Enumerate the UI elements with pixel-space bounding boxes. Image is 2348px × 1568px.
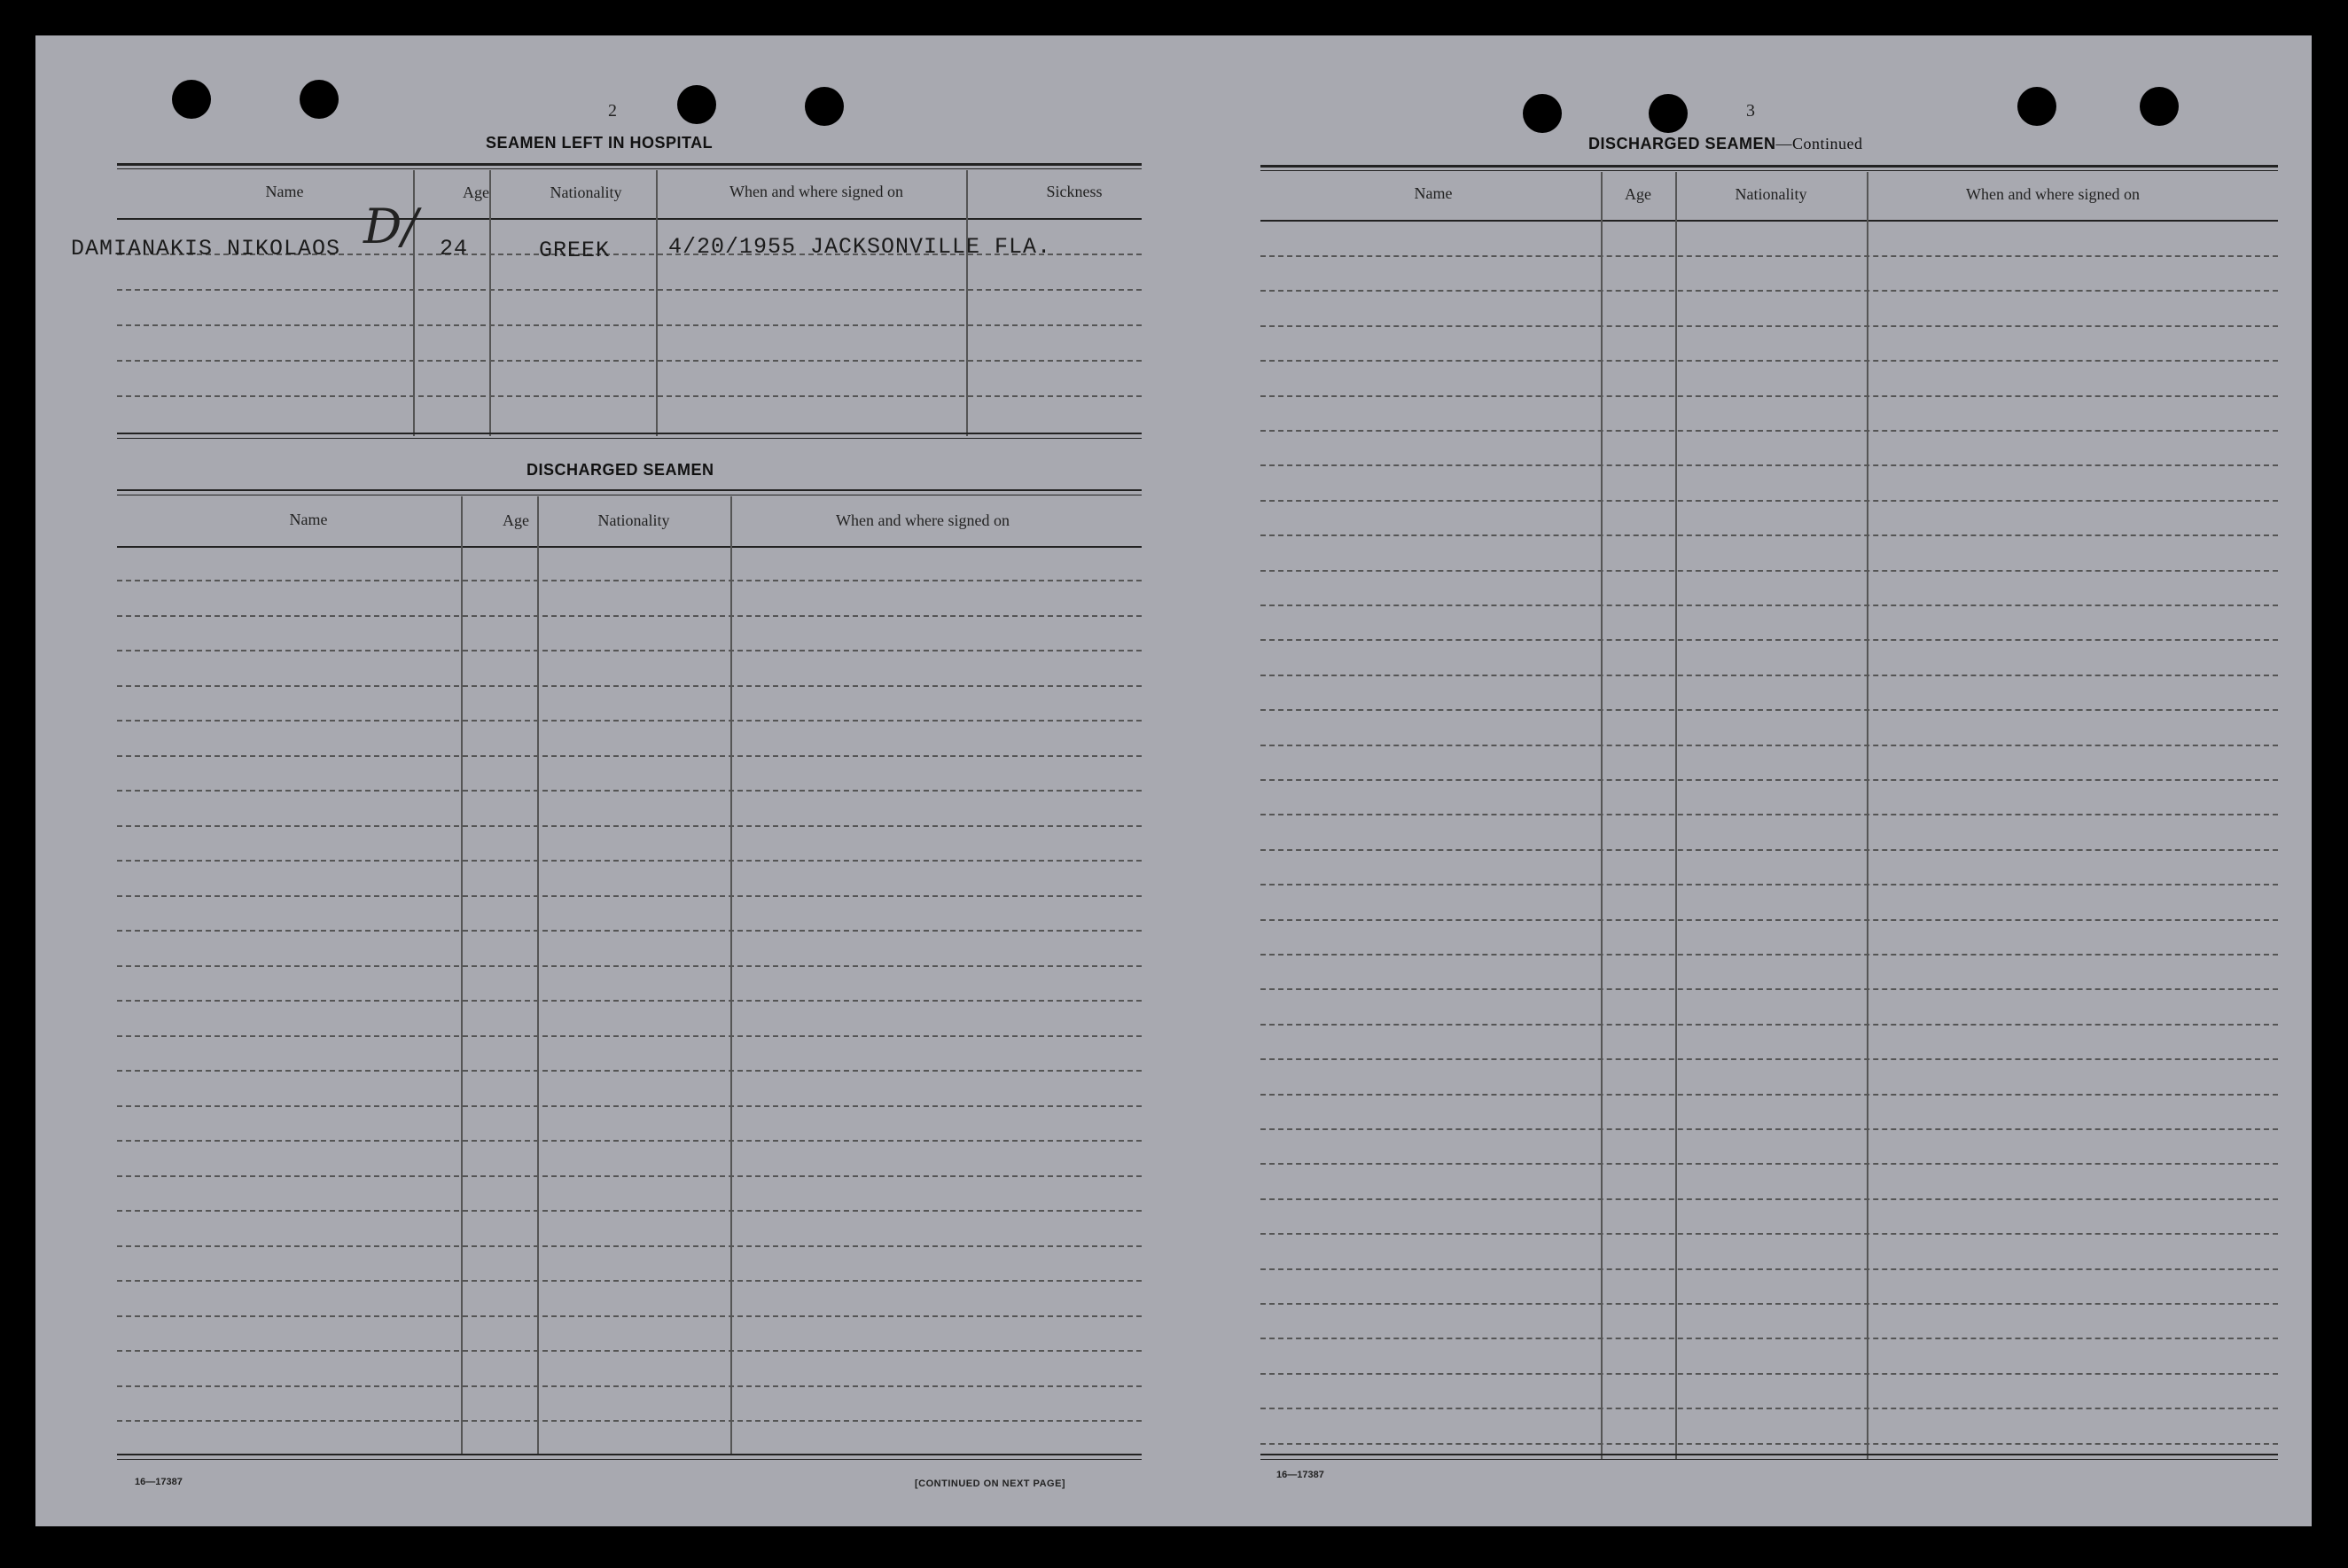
register-row-line (117, 1070, 1142, 1072)
register-row-line (117, 1000, 1142, 1002)
register-row-line (1260, 779, 2278, 781)
hospital-entry-age: 24 (440, 236, 469, 261)
punch-hole (172, 80, 211, 119)
right-col-name: Name (1414, 184, 1453, 202)
form-number-left: 16—17387 (135, 1477, 183, 1487)
hospital-col-age: Age (463, 183, 489, 201)
register-row-line (117, 1385, 1142, 1387)
manifest-page-spread (35, 35, 2312, 1526)
register-row-line (1260, 1373, 2278, 1375)
right-col-nationality: Nationality (1735, 185, 1807, 203)
discharged-col-signed-on: When and where signed on (836, 511, 1010, 529)
hospital-header-rule (117, 218, 1142, 220)
register-row-line (1260, 430, 2278, 432)
punch-hole (2140, 87, 2179, 126)
register-row-line (117, 580, 1142, 581)
hospital-entry-handwritten-mark: D/ (363, 199, 418, 254)
register-row-line (1260, 1163, 2278, 1165)
register-row-line (1260, 919, 2278, 921)
discharged-header-rule (117, 546, 1142, 548)
discharged-continued-title-suffix: —Continued (1775, 135, 1863, 152)
register-row-line (1260, 675, 2278, 676)
right-col-divider (1867, 172, 1868, 1459)
register-row-line (1260, 849, 2278, 851)
discharged-col-divider (537, 496, 539, 1454)
punch-hole (300, 80, 339, 119)
hospital-section-title: SEAMEN LEFT IN HOSPITAL (486, 134, 714, 152)
hospital-table-bottom-rule (117, 433, 1142, 434)
discharged-table-bottom-rule (117, 1454, 1142, 1455)
hospital-table-bottom-rule-thin (117, 438, 1142, 439)
right-col-divider (1601, 172, 1603, 1459)
register-row-line (117, 615, 1142, 617)
punch-hole (2017, 87, 2056, 126)
register-row-line (1260, 1128, 2278, 1130)
hospital-entry-nationality: GREEK (539, 238, 611, 263)
register-row-line (1260, 1408, 2278, 1409)
punch-hole (677, 85, 716, 124)
register-row-line (1260, 1338, 2278, 1339)
hospital-table-top-rule-thin (117, 168, 1142, 169)
right-header-rule (1260, 220, 2278, 222)
register-row-line (1260, 1058, 2278, 1060)
register-row-line (1260, 1094, 2278, 1096)
register-row-line (1260, 290, 2278, 292)
right-col-signed-on: When and where signed on (1966, 185, 2140, 203)
continued-note: [CONTINUED ON NEXT PAGE] (915, 1478, 1066, 1489)
discharged-col-divider (730, 496, 732, 1454)
page-number-left: 2 (608, 101, 617, 121)
register-row-line (1260, 954, 2278, 956)
register-row-line (117, 1175, 1142, 1177)
hospital-row-line (117, 324, 1142, 326)
register-row-line (117, 720, 1142, 722)
register-row-line (117, 860, 1142, 862)
discharged-table-bottom-rule-thin (117, 1459, 1142, 1460)
register-row-line (117, 1420, 1142, 1422)
right-table-top-rule-thin (1260, 170, 2278, 171)
register-row-line (1260, 709, 2278, 711)
hospital-col-sickness: Sickness (1046, 183, 1103, 200)
register-row-line (117, 1315, 1142, 1317)
register-row-line (1260, 395, 2278, 397)
register-row-line (117, 790, 1142, 792)
discharged-continued-title-main: DISCHARGED SEAMEN (1588, 135, 1776, 152)
register-row-line (1260, 500, 2278, 502)
right-table-top-rule (1260, 165, 2278, 168)
register-row-line (117, 930, 1142, 932)
register-row-line (117, 685, 1142, 687)
register-row-line (117, 1140, 1142, 1142)
register-row-line (1260, 464, 2278, 466)
register-row-line (1260, 325, 2278, 327)
punch-hole (805, 87, 844, 126)
discharged-col-nationality: Nationality (597, 511, 670, 529)
right-col-age: Age (1625, 185, 1651, 203)
discharged-section-title: DISCHARGED SEAMEN (527, 461, 714, 479)
register-row-line (117, 825, 1142, 827)
right-table-bottom-rule-thin (1260, 1459, 2278, 1460)
register-row-line (1260, 570, 2278, 572)
register-row-line (1260, 605, 2278, 606)
register-row-line (117, 1210, 1142, 1212)
register-row-line (1260, 814, 2278, 815)
page-number-right: 3 (1746, 101, 1755, 121)
register-row-line (1260, 255, 2278, 257)
discharged-col-divider (461, 496, 463, 1454)
form-number-right: 16—17387 (1276, 1470, 1324, 1480)
hospital-col-signed-on: When and where signed on (729, 183, 903, 200)
register-row-line (117, 650, 1142, 651)
hospital-col-nationality: Nationality (550, 183, 622, 201)
hospital-table-top-rule (117, 163, 1142, 166)
register-row-line (117, 1280, 1142, 1282)
hospital-col-name: Name (265, 183, 304, 200)
hospital-entry-name: DAMIANAKIS NIKOLAOS (71, 236, 341, 261)
register-row-line (117, 1105, 1142, 1107)
register-row-line (1260, 1303, 2278, 1305)
register-row-line (1260, 1198, 2278, 1200)
discharged-continued-title (1588, 135, 1863, 153)
register-row-line (117, 965, 1142, 967)
hospital-row-line (117, 395, 1142, 397)
punch-hole (1649, 94, 1688, 133)
register-row-line (1260, 884, 2278, 885)
register-row-line (1260, 1268, 2278, 1270)
hospital-entry-signed-on: 4/20/1955 JACKSONVILLE FLA. (668, 234, 1052, 260)
right-table-bottom-rule (1260, 1454, 2278, 1455)
discharged-col-name: Name (289, 511, 328, 528)
register-row-line (1260, 360, 2278, 362)
register-row-line (1260, 534, 2278, 536)
register-row-line (117, 1035, 1142, 1037)
punch-hole (1523, 94, 1562, 133)
hospital-row-line (117, 289, 1142, 291)
register-row-line (1260, 745, 2278, 746)
register-row-line (1260, 1233, 2278, 1235)
register-row-line (117, 1350, 1142, 1352)
hospital-row-line (117, 360, 1142, 362)
register-row-line (1260, 639, 2278, 641)
register-row-line (117, 1245, 1142, 1247)
register-row-line (1260, 1443, 2278, 1445)
discharged-col-age: Age (503, 511, 529, 529)
register-row-line (1260, 1024, 2278, 1026)
register-row-line (117, 755, 1142, 757)
register-row-line (117, 895, 1142, 897)
discharged-table-top-rule (117, 489, 1142, 491)
right-col-divider (1675, 172, 1677, 1459)
register-row-line (1260, 988, 2278, 990)
